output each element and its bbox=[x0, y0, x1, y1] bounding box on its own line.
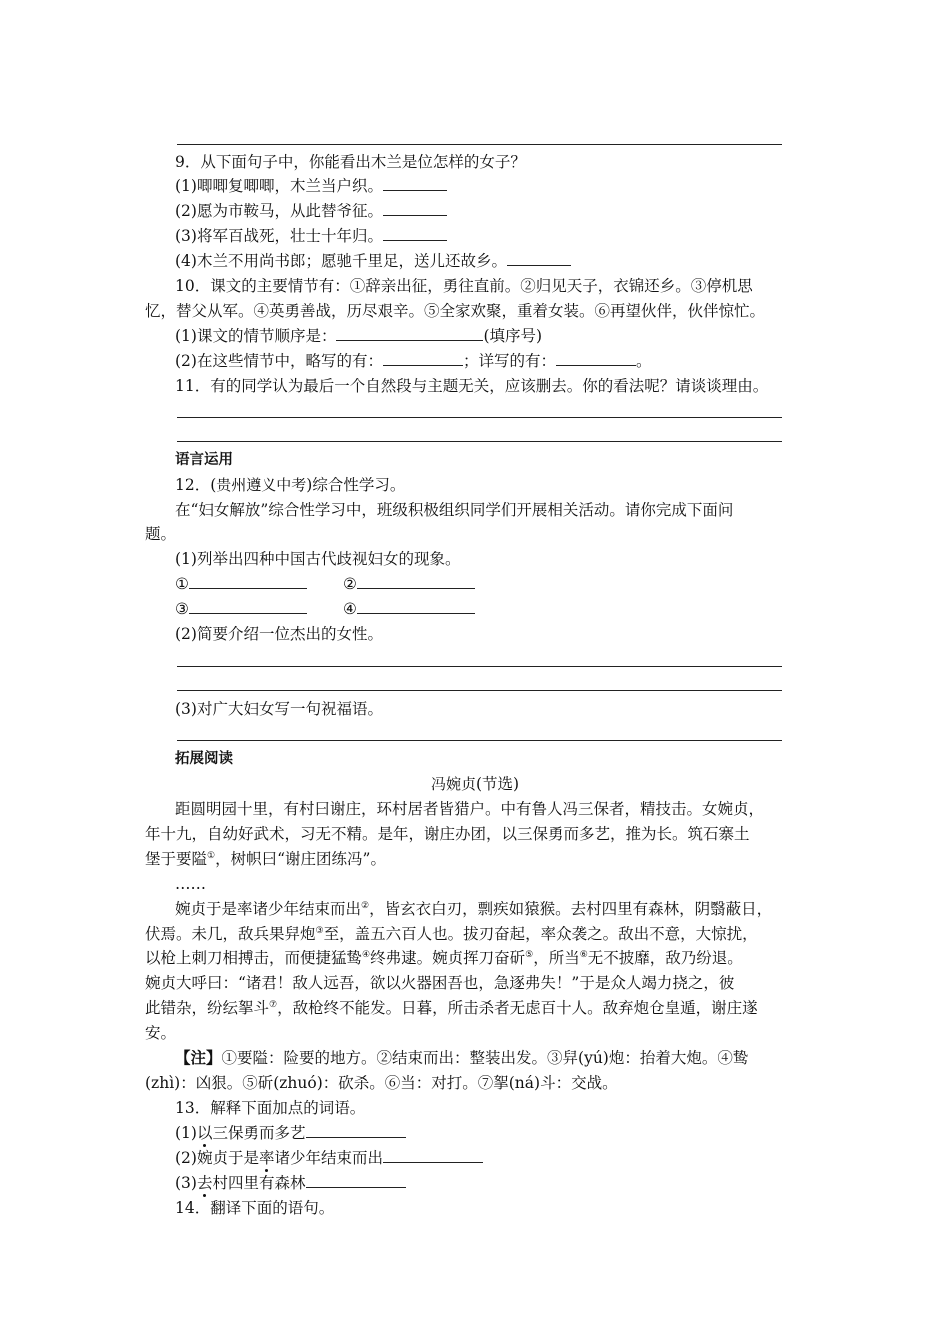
q10-sub2: (2)在这些情节中，略写的有： ；详写的有： 。 bbox=[175, 352, 652, 370]
answer-line bbox=[177, 441, 782, 442]
q14-stem: 14．翻译下面的语句。 bbox=[175, 1199, 335, 1217]
q9-item-3: (3)将军百战死，壮士十年归。 bbox=[175, 224, 447, 248]
footnote-mark: ③ bbox=[315, 925, 324, 936]
passage-line: 安。 bbox=[145, 1024, 177, 1042]
passage-ellipsis: …… bbox=[175, 875, 206, 893]
passage-line: 堡于要隘①，树帜曰“谢庄团练冯”。 bbox=[145, 850, 386, 868]
answer-blank[interactable] bbox=[556, 350, 636, 366]
q9-stem: 9．从下面句子中，你能看出木兰是位怎样的女子？ bbox=[175, 153, 526, 171]
footnote-mark: ⑥ bbox=[579, 949, 588, 960]
q10-stem-line1: 10．课文的主要情节有：①辞亲出征，勇往直前。②归见天子，衣锦还乡。③停机思 bbox=[175, 277, 753, 295]
emphasis-dot-word: 以 bbox=[196, 1124, 213, 1142]
footnote-mark: ④ bbox=[362, 949, 371, 960]
q13-item-3: (3)去村四里有森林 bbox=[175, 1171, 406, 1195]
notes-label: 【注】 bbox=[175, 1048, 222, 1067]
q13-item-1: (1)以三保勇而多艺 bbox=[175, 1121, 406, 1145]
passage-line: 婉贞大呼曰：“诸君！敌人远吾，欲以火器困吾也，急逐弗失！”于是众人竭力挠之，彼 bbox=[145, 974, 735, 992]
q12-sub2: (2)简要介绍一位杰出的女性。 bbox=[175, 625, 383, 643]
q12-intro-line1: 在“妇女解放”综合性学习中，班级积极组织同学们开展相关活动。请你完成下面问 bbox=[175, 501, 734, 519]
answer-blank[interactable] bbox=[383, 200, 447, 216]
q12-item-2: ② bbox=[343, 572, 475, 596]
emphasis-dot-word: 率 bbox=[258, 1149, 275, 1167]
answer-line bbox=[177, 690, 782, 691]
passage-line: 婉贞于是率诸少年结束而出②，皆玄衣白刃，剽疾如猿猴。去村四里有森林，阴翳蔽日， bbox=[175, 900, 773, 918]
footnote-mark: ② bbox=[361, 900, 370, 911]
section-heading-language: 语言运用 bbox=[175, 452, 233, 468]
passage-line: 以枪上刺刀相搏击，而便捷猛鸷④终弗逮。婉贞挥刀奋斫⑤，所当⑥无不披靡，敌乃纷退。 bbox=[145, 949, 743, 967]
answer-blank[interactable] bbox=[189, 598, 307, 614]
footnote-mark: ① bbox=[207, 850, 216, 861]
passage-title: 冯婉贞(节选) bbox=[430, 775, 520, 793]
q13-stem: 13．解释下面加点的词语。 bbox=[175, 1099, 366, 1117]
notes-line1: 【注】①要隘：险要的地方。②结束而出：整装出发。③舁(yú)炮：抬着大炮。④鸷 bbox=[175, 1048, 749, 1067]
q13-item-2: (2)婉贞于是率诸少年结束而出 bbox=[175, 1146, 483, 1170]
answer-blank[interactable] bbox=[306, 1122, 406, 1138]
q12-item-4: ④ bbox=[343, 597, 475, 621]
q10-stem-line2: 忆，替父从军。④英勇善战，历尽艰辛。⑤全家欢聚，重着女装。⑥再望伙伴，伙伴惊忙。 bbox=[145, 302, 766, 320]
answer-line bbox=[177, 666, 782, 667]
answer-line bbox=[177, 417, 782, 418]
q9-item-4: (4)木兰不用尚书郎；愿驰千里足，送儿还故乡。 bbox=[175, 249, 571, 273]
passage-line: 年十九，自幼好武术，习无不精。是年，谢庄办团，以三保勇而多艺，推为长。筑石寨土 bbox=[145, 825, 750, 843]
q10-sub1: (1)课文的情节顺序是： (填序号) bbox=[175, 327, 543, 345]
q12-sub3: (3)对广大妇女写一句祝福语。 bbox=[175, 700, 383, 718]
answer-blank[interactable] bbox=[383, 350, 463, 366]
passage-line: 此错杂，纷纭挐斗⑦，敌枪终不能发。日暮，所击杀者无虑百十人。敌弃炮仓皇遁，谢庄遂 bbox=[145, 999, 758, 1017]
q12-item-1: ① bbox=[175, 572, 307, 596]
emphasis-dot-word: 去 bbox=[196, 1174, 213, 1192]
q12-item-3: ③ bbox=[175, 597, 307, 621]
q12-stem: 12．(贵州遵义中考)综合性学习。 bbox=[175, 476, 406, 494]
passage-line: 距圆明园十里，有村曰谢庄，环村居者皆猎户。中有鲁人冯三保者，精技击。女婉贞， bbox=[175, 800, 765, 818]
notes-line2: (zhì)：凶狠。⑤斫(zhuó)：砍杀。⑥当：对打。⑦挐(ná)斗：交战。 bbox=[145, 1074, 618, 1092]
q9-item-2: (2)愿为市鞍马，从此替爷征。 bbox=[175, 199, 447, 223]
q11-stem: 11．有的同学认为最后一个自然段与主题无关，应该删去。你的看法呢？请谈谈理由。 bbox=[175, 377, 769, 395]
footnote-mark: ⑤ bbox=[525, 949, 534, 960]
answer-blank[interactable] bbox=[357, 573, 475, 589]
answer-blank[interactable] bbox=[357, 598, 475, 614]
q12-sub1: (1)列举出四种中国古代歧视妇女的现象。 bbox=[175, 550, 461, 568]
q9-item-1: (1)唧唧复唧唧，木兰当户织。 bbox=[175, 174, 447, 198]
answer-blank[interactable] bbox=[306, 1172, 406, 1188]
answer-blank[interactable] bbox=[383, 1147, 483, 1163]
answer-blank[interactable] bbox=[507, 250, 571, 266]
answer-blank[interactable] bbox=[383, 225, 447, 241]
q12-intro-line2: 题。 bbox=[145, 525, 177, 543]
footnote-mark: ⑦ bbox=[269, 999, 278, 1010]
answer-blank[interactable] bbox=[336, 325, 483, 341]
answer-blank[interactable] bbox=[383, 175, 447, 191]
answer-blank[interactable] bbox=[189, 573, 307, 589]
answer-line bbox=[177, 740, 782, 741]
section-heading-reading: 拓展阅读 bbox=[175, 751, 233, 767]
passage-line: 伏焉。未几，敌兵果舁炮③至，盖五六百人也。拔刃奋起，率众袭之。敌出不意，大惊扰， bbox=[145, 925, 758, 943]
answer-line bbox=[177, 144, 782, 145]
